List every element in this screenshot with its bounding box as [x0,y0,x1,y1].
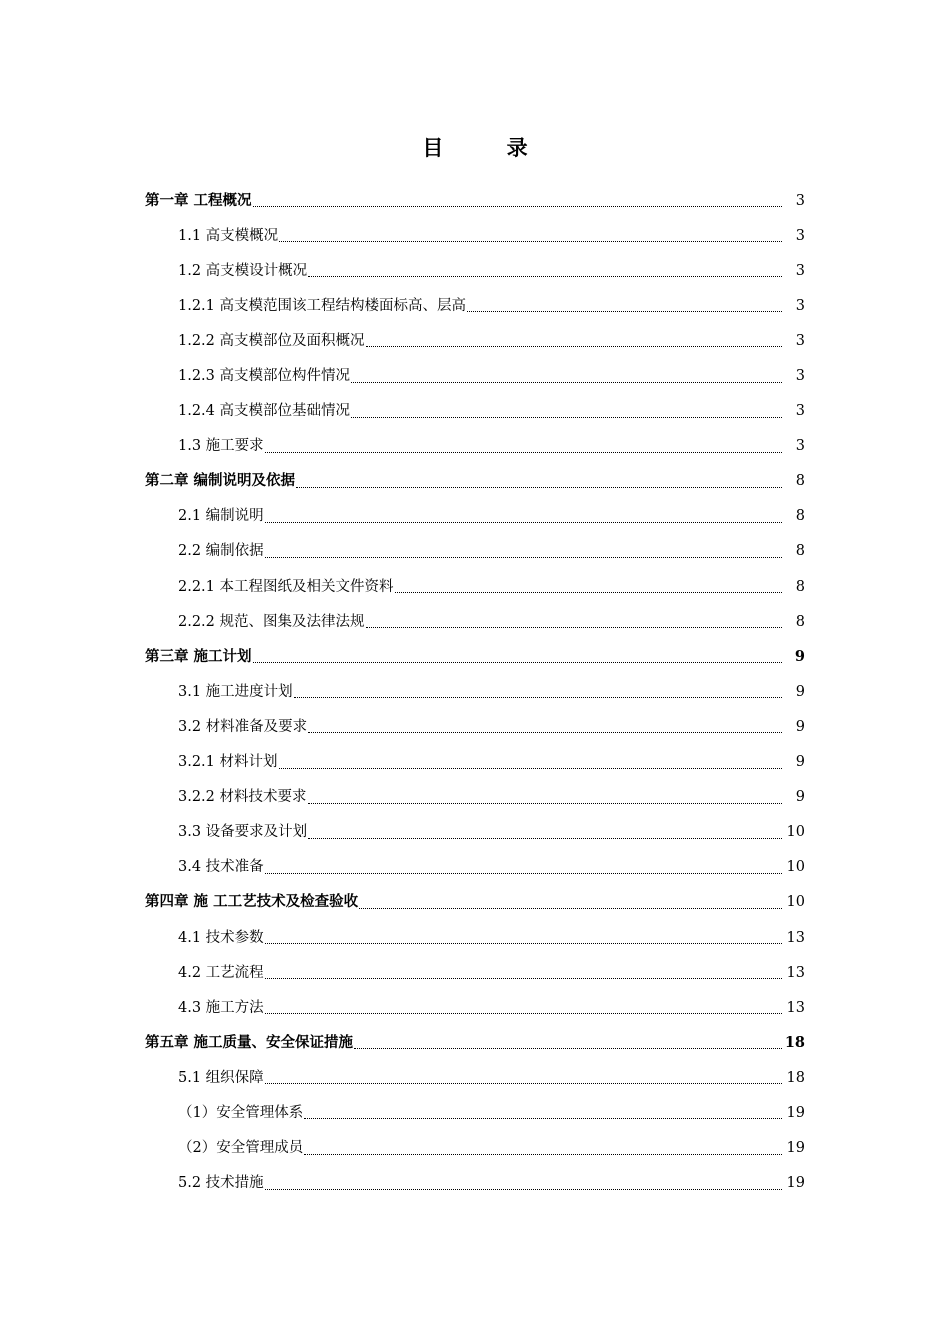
toc-entry-title: 4.1 技术参数 [178,929,264,946]
toc-dot-leader [265,452,782,453]
toc-entry-title: 2.1 编制说明 [178,508,264,525]
toc-entry-title: 第四章 施 工工艺技术及检查验收 [145,894,359,911]
toc-entry[interactable] [0,815,950,850]
toc-dot-leader [351,382,782,383]
toc-dot-leader [366,627,782,628]
toc-page-number: 9 [795,718,805,735]
toc-dot-leader [308,276,782,277]
toc-dot-leader [308,732,782,733]
toc-dot-leader [351,417,782,418]
toc-entry[interactable] [0,780,950,815]
toc-entry[interactable] [0,288,950,323]
toc-page-number: 8 [795,578,805,595]
toc-entry-title: （2）安全管理成员 [178,1140,304,1157]
toc-dot-leader [265,522,782,523]
toc-dot-leader [294,697,782,698]
toc-page-number: 8 [795,508,805,525]
toc-entry-title: （1）安全管理体系 [178,1104,304,1121]
toc-entry[interactable] [0,709,950,744]
toc-page-number: 13 [786,964,805,981]
toc-entry[interactable] [0,920,950,955]
toc-entry-title: 1.2.2 高支模部位及面积概况 [178,332,365,349]
toc-entry[interactable] [0,569,950,604]
toc-entry[interactable] [0,253,950,288]
toc-dot-leader [265,873,782,874]
toc-entry-title: 第一章 工程概况 [145,192,252,209]
toc-entry-title: 4.3 施工方法 [178,999,264,1016]
toc-page-number: 18 [786,1069,805,1086]
toc-page-number: 9 [795,754,805,771]
toc-entry-title: 5.1 组织保障 [178,1069,264,1086]
toc-dot-leader [265,1083,782,1084]
toc-dot-leader [296,487,782,488]
toc-entry-title: 3.1 施工进度计划 [178,683,293,700]
toc-entry-title: 2.2 编制依据 [178,543,264,560]
toc-entry[interactable] [0,745,950,780]
toc-page-number: 8 [795,613,805,630]
toc-dot-leader [265,557,782,558]
table-of-contents [0,183,950,1201]
toc-dot-leader [366,346,782,347]
toc-entry[interactable] [0,1060,950,1095]
toc-page-number: 13 [786,929,805,946]
toc-dot-leader [359,908,782,909]
toc-entry-title: 1.3 施工要求 [178,438,264,455]
toc-page-number: 9 [794,647,805,665]
toc-entry[interactable] [0,1025,950,1060]
toc-page-number: 3 [795,403,805,420]
toc-entry[interactable] [0,1166,950,1201]
page-title: 目 录 [422,136,556,160]
toc-entry-title: 1.2.3 高支模部位构件情况 [178,368,351,385]
toc-page-number: 3 [795,332,805,349]
toc-entry[interactable] [0,674,950,709]
toc-dot-leader [308,803,782,804]
toc-entry-title: 1.2.1 高支模范围该工程结构楼面标高、层高 [178,297,467,314]
toc-dot-leader [265,1189,782,1190]
toc-page-number: 8 [795,473,805,490]
toc-dot-leader [354,1048,782,1049]
toc-page-number: 19 [786,1104,805,1121]
toc-entry[interactable] [0,604,950,639]
toc-dot-leader [279,768,782,769]
toc-entry[interactable] [0,1131,950,1166]
toc-page-number: 3 [795,192,805,209]
toc-page-number: 18 [784,1033,805,1051]
toc-entry-title: 3.2 材料准备及要求 [178,718,308,735]
toc-page-number: 19 [786,1175,805,1192]
toc-entry[interactable] [0,1095,950,1130]
toc-entry[interactable] [0,218,950,253]
toc-entry-title: 2.2.2 规范、图集及法律法规 [178,613,365,630]
toc-entry[interactable] [0,639,950,674]
toc-dot-leader [308,838,782,839]
toc-entry[interactable] [0,534,950,569]
toc-entry[interactable] [0,429,950,464]
toc-entry-title: 1.2 高支模设计概况 [178,262,308,279]
toc-page-number: 10 [786,859,805,876]
toc-entry-title: 1.1 高支模概况 [178,227,279,244]
toc-dot-leader [395,592,782,593]
toc-dot-leader [253,206,782,207]
toc-dot-leader [304,1154,782,1155]
toc-entry-title: 4.2 工艺流程 [178,964,264,981]
toc-page-number: 9 [795,683,805,700]
toc-page-number: 10 [786,894,805,911]
toc-page-number: 9 [795,789,805,806]
toc-entry-title: 3.3 设备要求及计划 [178,824,308,841]
toc-entry[interactable] [0,394,950,429]
toc-dot-leader [467,311,782,312]
toc-dot-leader [253,662,782,663]
toc-entry-title: 1.2.4 高支模部位基础情况 [178,403,351,420]
toc-page-number: 8 [795,543,805,560]
toc-page-number: 3 [795,438,805,455]
toc-dot-leader [304,1118,782,1119]
toc-entry-title: 3.4 技术准备 [178,859,264,876]
toc-dot-leader [279,241,782,242]
toc-entry-title: 第三章 施工计划 [145,648,252,665]
toc-dot-leader [265,978,782,979]
toc-entry-title: 第五章 施工质量、安全保证措施 [145,1034,354,1051]
toc-page-number: 3 [795,227,805,244]
toc-entry[interactable] [0,885,950,920]
toc-page-number: 13 [786,999,805,1016]
toc-entry-title: 5.2 技术措施 [178,1175,264,1192]
toc-entry-title: 第二章 编制说明及依据 [145,473,296,490]
toc-entry[interactable] [0,955,950,990]
toc-page-number: 3 [795,368,805,385]
toc-entry[interactable] [0,183,950,218]
toc-entry-title: 3.2.1 材料计划 [178,754,278,771]
toc-entry[interactable] [0,358,950,393]
toc-page-number: 3 [795,297,805,314]
toc-entry[interactable] [0,464,950,499]
toc-dot-leader [265,943,782,944]
toc-dot-leader [265,1013,782,1014]
toc-entry[interactable] [0,323,950,358]
toc-entry[interactable] [0,850,950,885]
toc-entry[interactable] [0,990,950,1025]
toc-page-number: 10 [786,824,805,841]
toc-entry-title: 2.2.1 本工程图纸及相关文件资料 [178,578,394,595]
toc-page-number: 3 [795,262,805,279]
toc-page-number: 19 [786,1140,805,1157]
toc-entry-title: 3.2.2 材料技术要求 [178,789,307,806]
toc-entry[interactable] [0,499,950,534]
